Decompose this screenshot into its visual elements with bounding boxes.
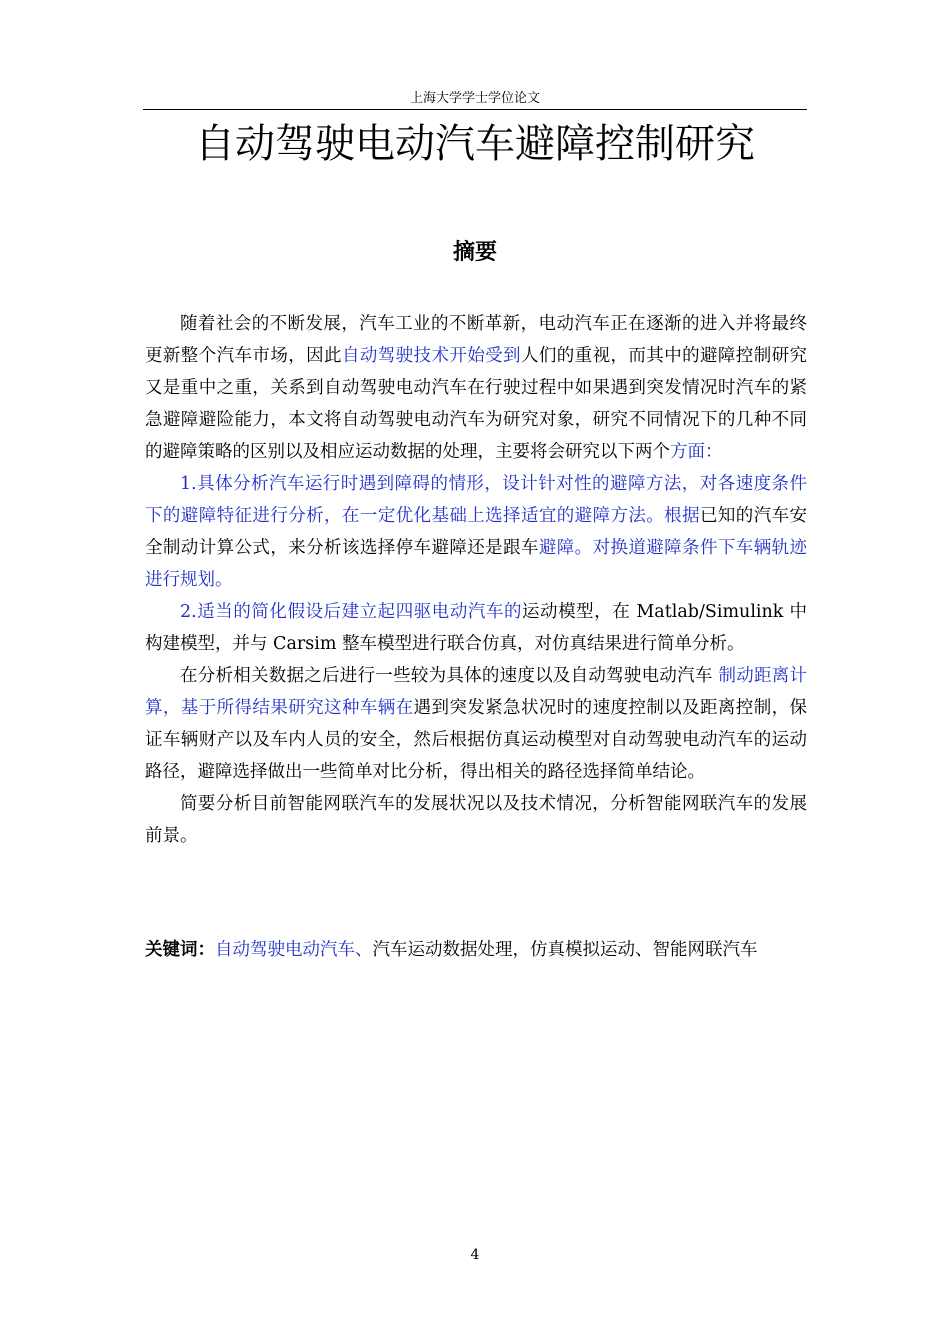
paragraph-intro — [145, 308, 807, 468]
keywords-rest: 汽车运动数据处理，仿真模拟运动、智能网联汽车 — [372, 940, 758, 960]
highlighted-segment: 2.适当的简化假设后建立起四驱电动汽车的 — [180, 602, 522, 622]
paragraph-item-1 — [145, 468, 807, 596]
highlighted-segment: 1.具体分析汽车运行时遇到障碍的情形，设计针对性的避障方法，对各速度条件下的避障特征进行分析，在一定优化基础上选择适宜的避障方法。根据 — [145, 474, 807, 526]
text-segment: 已知的汽车安全制动计算公式，来分析该选择停车避障还是跟车 — [145, 506, 807, 558]
text-segment: 随着社会的不断发展，汽车工业的不断革新，电动汽车正在逐渐的进入并将最终更新整个汽车市场，因此 — [145, 314, 807, 366]
paragraph-analysis — [145, 660, 807, 788]
page-number: 4 — [470, 1247, 480, 1263]
text-segment: 遇到突发紧急状况时的速度控制以及距离控制，保证车辆财产以及车内人员的安全，然后根据仿真运动模型对自动驾驶电动汽车的运动路径，避障选择做出一些简单对比分析，得出相关的路径选择简单结论。 — [145, 698, 808, 782]
highlighted-segment: 避障。对换道避障条件下车辆轨迹进行规划。 — [145, 538, 807, 590]
text-segment: 在分析相关数据之后进行一些较为具体的速度以及自动驾驶电动汽车 — [180, 666, 719, 686]
text-segment: 运动模型，在 Matlab/Simulink 中构建模型，并与 Carsim 整车模型进行联合仿真，对仿真结果进行简单分析。 — [145, 602, 807, 654]
header-rule — [143, 109, 807, 110]
paragraph-outlook — [145, 788, 807, 852]
keywords-highlighted: 自动驾驶电动汽车、 — [215, 940, 373, 960]
paragraph-item-2 — [145, 596, 807, 660]
keywords-line — [145, 932, 807, 968]
highlighted-segment: 方面： — [670, 442, 723, 462]
keywords-label: 关键词： — [145, 940, 215, 960]
running-header: 上海大学学士学位论文 — [409, 91, 540, 106]
thesis-title: 自动驾驶电动汽车避障控制研究 — [195, 121, 755, 167]
text-segment: 简要分析目前智能网联汽车的发展状况以及技术情况，分析智能网联汽车的发展前景。 — [145, 794, 807, 846]
text-segment: 人们的重视，而其中的避障控制研究又是重中之重，关系到自动驾驶电动汽车在行驶过程中如果遇到突发情况时汽车的紧急避障避险能力，本文将自动驾驶电动汽车为研究对象，研究不同情况下的几种不同的避障策略的区别以及相应运动数据的处理，主要将会研究以下两个 — [145, 346, 808, 462]
abstract-heading: 摘要 — [452, 240, 497, 265]
abstract-body — [145, 308, 807, 852]
highlighted-segment: 自动驾驶技术开始受到 — [341, 346, 521, 366]
highlighted-segment: 制动距离计算，基于所得结果研究这种车辆在 — [145, 666, 808, 718]
